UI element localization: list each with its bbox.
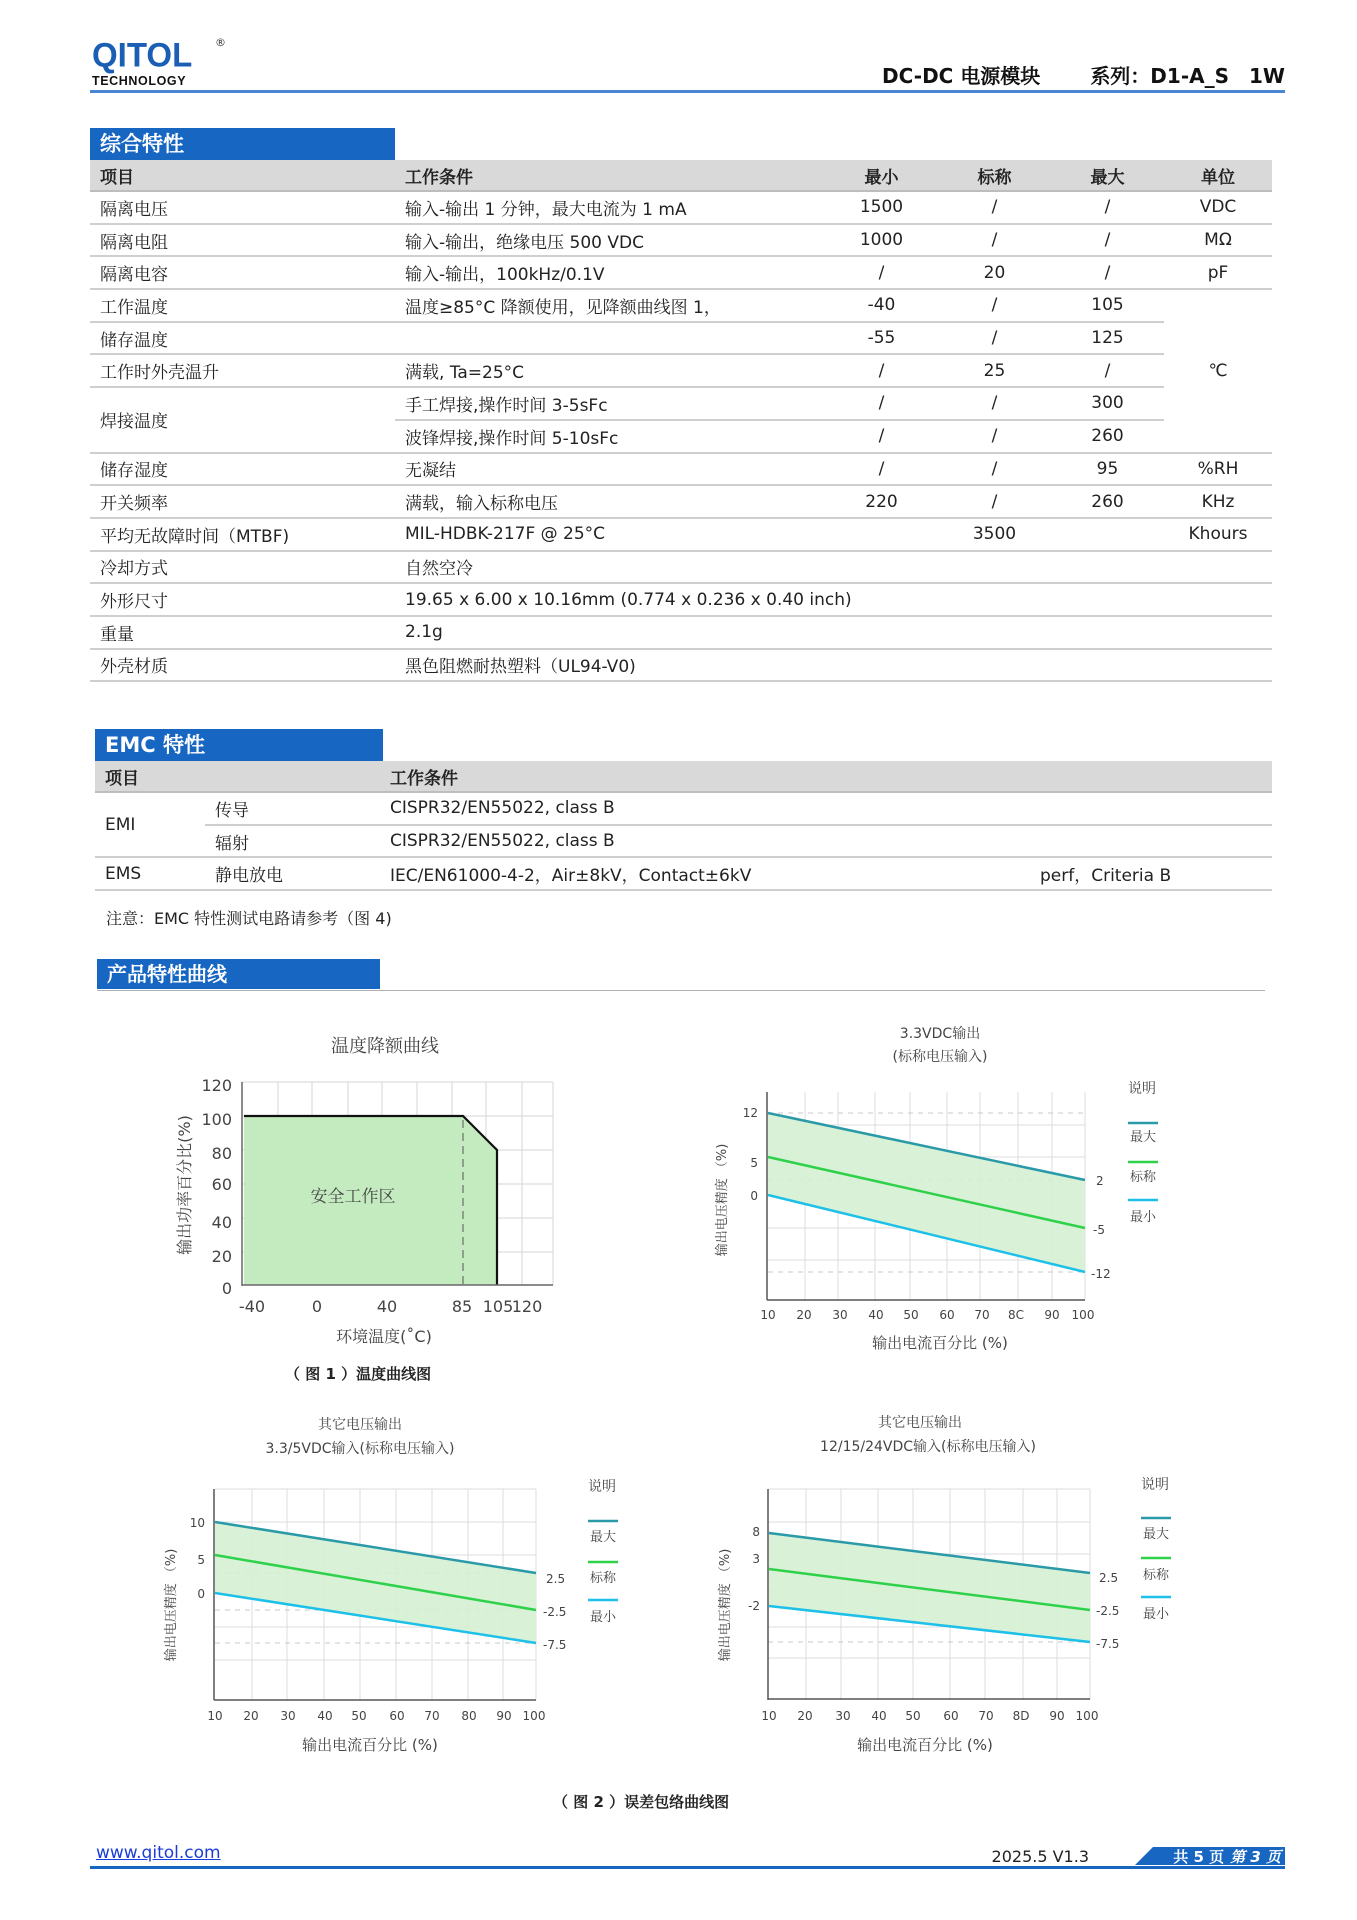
svg-text:10: 10 [761, 1709, 777, 1723]
table-row [90, 616, 1272, 649]
derating-chart [160, 1030, 580, 1360]
svg-text:70: 70 [424, 1709, 440, 1723]
cell-min: / [825, 387, 938, 420]
cell-item: 冷却方式 [90, 551, 395, 584]
cell-nom: / [938, 453, 1051, 486]
cell-nom: / [938, 485, 1051, 518]
y-axis-label: 输出电压精度 （%) [164, 1548, 179, 1662]
cell-max: 300 [1051, 387, 1164, 420]
svg-text:40: 40 [317, 1709, 333, 1723]
svg-text:120: 120 [511, 1297, 543, 1316]
page-footer [90, 1843, 1285, 1873]
cell-max: 260 [1051, 420, 1164, 453]
cell-condition: 波锋焊接,操作时间 5-10sFc [395, 420, 825, 453]
cell-item: 开关频率 [90, 485, 395, 518]
cell-nom: / [938, 387, 1051, 420]
svg-text:0: 0 [221, 1279, 232, 1298]
cell-condition: 2.1g [395, 616, 1272, 649]
svg-text:100: 100 [201, 1110, 232, 1129]
cell-max: 260 [1051, 485, 1164, 518]
cell-item: 静电放电 [205, 857, 380, 890]
table-row [90, 354, 1272, 387]
svg-text:8D: 8D [1012, 1709, 1030, 1723]
svg-text:标称: 标称 [1142, 1568, 1170, 1583]
table-row [90, 191, 1272, 224]
cell-nom: / [938, 289, 1051, 322]
cell-item: 储存湿度 [90, 453, 395, 486]
col-header-max: 最大 [1051, 160, 1164, 191]
cell-group: EMS [95, 857, 205, 890]
cell-max: / [1051, 191, 1164, 224]
cell-condition: 手工焊接,操作时间 3-5sFc [395, 387, 825, 420]
svg-text:最大: 最大 [1142, 1527, 1170, 1542]
cell-condition: 输入-输出，100kHz/0.1V [395, 256, 825, 289]
svg-text:40: 40 [871, 1709, 887, 1723]
cell-condition: 输入-输出，绝缘电压 500 VDC [395, 224, 825, 257]
table-row [90, 289, 1272, 322]
cell-condition: 温度≥85°C 降额使用，见降额曲线图 1， [395, 289, 825, 322]
registered-mark: ® [215, 36, 226, 49]
svg-text:20: 20 [211, 1247, 232, 1266]
cell-min: / [825, 453, 938, 486]
svg-text:0: 0 [311, 1297, 323, 1316]
chart-subtitle: 3.3/5VDC输入(标称电压输入) [265, 1441, 455, 1457]
chart-subtitle: 12/15/24VDC输入(标称电压输入) [820, 1439, 1036, 1455]
cell-unit: %RH [1164, 453, 1272, 486]
figure-1-caption: （ 图 1 ）温度曲线图 [285, 1365, 432, 1383]
cell-condition: CISPR32/EN55022, class B [380, 825, 1030, 858]
cell-condition [395, 322, 825, 355]
logo-subtitle: TECHNOLOGY [92, 74, 187, 88]
y-axis-label: 输出电压精度 （%) [718, 1548, 733, 1662]
table-row [90, 485, 1272, 518]
cell-unit: VDC [1164, 191, 1272, 224]
chart-legend [1128, 1081, 1158, 1225]
table-row [90, 387, 1272, 420]
x-axis-label: 输出电流百分比 (%) [872, 1334, 1008, 1352]
emc-note: 注意：EMC 特性测试电路请参考（图 4) [106, 909, 392, 928]
header-divider [90, 90, 1285, 93]
cell-min: / [825, 354, 938, 387]
safe-zone-label: 安全工作区 [310, 1187, 396, 1207]
col-header-min: 最小 [825, 160, 938, 191]
page-total: 共 5 页 [1173, 1848, 1225, 1866]
svg-text:40: 40 [868, 1308, 884, 1322]
svg-text:-2.5: -2.5 [1096, 1604, 1120, 1618]
x-axis-label: 环境温度(˚C) [336, 1327, 432, 1346]
col-header-item: 项目 [95, 761, 380, 792]
svg-text:60: 60 [943, 1709, 959, 1723]
document-title [882, 60, 1285, 89]
svg-text:90: 90 [1049, 1709, 1065, 1723]
cell-item: 隔离电容 [90, 256, 395, 289]
svg-text:标称: 标称 [589, 1571, 617, 1586]
cell-max: 95 [1051, 453, 1164, 486]
svg-text:-2.5: -2.5 [543, 1605, 567, 1619]
svg-text:-7.5: -7.5 [543, 1638, 567, 1652]
cell-item: 隔离电压 [90, 191, 395, 224]
svg-text:8C: 8C [1007, 1308, 1025, 1322]
table-row [90, 551, 1272, 584]
cell-condition: CISPR32/EN55022, class B [380, 792, 1030, 825]
cell-item: 工作时外壳温升 [90, 354, 395, 387]
svg-text:30: 30 [832, 1308, 848, 1322]
svg-text:50: 50 [903, 1308, 919, 1322]
table-header-row [90, 160, 1272, 191]
x-axis-label: 输出电流百分比 (%) [857, 1736, 993, 1754]
cell-nom: / [938, 420, 1051, 453]
svg-text:85: 85 [451, 1297, 473, 1316]
svg-text:40: 40 [376, 1297, 398, 1316]
cell-min: / [825, 256, 938, 289]
cell-condition: IEC/EN61000-4-2，Air±8kV，Contact±6kV [380, 857, 1030, 890]
svg-text:30: 30 [835, 1709, 851, 1723]
col-header-condition: 工作条件 [380, 761, 1272, 792]
table-row [95, 857, 1272, 890]
envelope-chart-3v3 [700, 1020, 1180, 1370]
cell-item: 重量 [90, 616, 395, 649]
footer-divider [90, 1866, 1285, 1869]
svg-text:10: 10 [189, 1516, 205, 1530]
svg-text:50: 50 [351, 1709, 367, 1723]
document-version: 2025.5 V1.3 [991, 1847, 1089, 1866]
cell-max: / [1051, 256, 1164, 289]
cell-condition: MIL-HDBK-217F @ 25°C [395, 518, 825, 551]
power-rating: 1W [1249, 64, 1285, 88]
table-row [95, 825, 1272, 858]
table-row [90, 453, 1272, 486]
col-header-condition: 工作条件 [395, 160, 825, 191]
table-row [90, 256, 1272, 289]
svg-text:20: 20 [243, 1709, 259, 1723]
cell-max: 125 [1051, 322, 1164, 355]
cell-nom: 25 [938, 354, 1051, 387]
cell-nom: / [938, 322, 1051, 355]
chart-title: 温度降额曲线 [331, 1036, 439, 1057]
svg-text:20: 20 [797, 1709, 813, 1723]
envelope-chart-3v3-5v-input [150, 1410, 630, 1770]
series-label: 系列：D1-A_S [1090, 64, 1230, 88]
svg-text:100: 100 [1071, 1308, 1095, 1322]
table-row [90, 322, 1272, 355]
cell-min: 220 [825, 485, 938, 518]
svg-text:100: 100 [522, 1709, 546, 1723]
cell-condition: 19.65 x 6.00 x 10.16mm (0.774 x 0.236 x 0.40 inch) [395, 583, 1272, 616]
svg-text:-2: -2 [748, 1599, 760, 1613]
section-title-emc: EMC 特性 [95, 729, 383, 761]
cell-condition: 无凝结 [395, 453, 825, 486]
chart-legend [588, 1479, 618, 1625]
cell-item: 隔离电阻 [90, 224, 395, 257]
product-type: DC-DC 电源模块 [882, 64, 1041, 88]
svg-text:70: 70 [978, 1709, 994, 1723]
page-current: 第 3 页 [1230, 1848, 1281, 1866]
col-header-item: 项目 [90, 160, 395, 191]
svg-text:8: 8 [752, 1525, 760, 1539]
figure-2-caption: （ 图 2 ）误差包络曲线图 [553, 1793, 730, 1811]
chart-title: 3.3VDC输出 [899, 1026, 981, 1042]
cell-min: -40 [825, 289, 938, 322]
cell-item: 外壳材质 [90, 649, 395, 682]
cell-unit: MΩ [1164, 224, 1272, 257]
cell-item: 储存温度 [90, 322, 395, 355]
company-logo [92, 35, 226, 88]
envelope-chart-12-15-24v-input [700, 1410, 1200, 1770]
cell-max: / [1051, 354, 1164, 387]
cell-perf: perf，Criteria B [1030, 857, 1272, 890]
chart-subtitle: (标称电压输入) [892, 1049, 988, 1065]
table-row [90, 649, 1272, 682]
section-divider [97, 990, 1265, 991]
cell-min: -55 [825, 322, 938, 355]
svg-text:30: 30 [280, 1709, 296, 1723]
svg-text:2: 2 [1096, 1174, 1104, 1188]
y-axis-label: 输出功率百分比(%) [175, 1115, 194, 1255]
svg-text:10: 10 [207, 1709, 223, 1723]
cell-condition: 输入-输出 1 分钟，最大电流为 1 mA [395, 191, 825, 224]
x-axis-label: 输出电流百分比 (%) [302, 1736, 438, 1754]
svg-text:10: 10 [760, 1308, 776, 1322]
svg-text:最大: 最大 [1129, 1130, 1157, 1145]
cell-item: 传导 [205, 792, 380, 825]
cell-nom: / [938, 224, 1051, 257]
cell-condition: 满载，输入标称电压 [395, 485, 825, 518]
svg-text:120: 120 [201, 1076, 232, 1095]
section-title-curves: 产品特性曲线 [97, 959, 380, 989]
cell-item-merged: 焊接温度 [90, 387, 395, 452]
svg-text:说明: 说明 [1141, 1477, 1169, 1493]
table-row [95, 792, 1272, 825]
svg-text:40: 40 [211, 1213, 232, 1232]
table-header-row [95, 761, 1272, 792]
svg-text:2.5: 2.5 [1099, 1571, 1119, 1585]
svg-text:12: 12 [742, 1106, 758, 1120]
svg-text:-7.5: -7.5 [1096, 1637, 1120, 1651]
svg-text:5: 5 [197, 1553, 205, 1567]
y-axis-label: 输出电压精度 （%) [715, 1143, 730, 1257]
svg-text:60: 60 [211, 1175, 232, 1194]
cell-unit-merged: ℃ [1164, 289, 1272, 452]
cell-max: / [1051, 224, 1164, 257]
svg-text:-12: -12 [1091, 1267, 1111, 1281]
cell-unit: Khours [1164, 518, 1272, 551]
svg-text:2.5: 2.5 [546, 1572, 566, 1586]
cell-min: 1500 [825, 191, 938, 224]
svg-text:-40: -40 [238, 1297, 266, 1316]
svg-text:20: 20 [796, 1308, 812, 1322]
general-spec-table [90, 160, 1272, 682]
page-indicator [1125, 1847, 1285, 1865]
cell-condition: 自然空冷 [395, 551, 1272, 584]
svg-text:100: 100 [1075, 1709, 1099, 1723]
col-header-nom: 标称 [938, 160, 1051, 191]
svg-text:80: 80 [211, 1144, 232, 1163]
cell-nom: 20 [938, 256, 1051, 289]
cell-perf [1030, 825, 1272, 858]
svg-text:70: 70 [974, 1308, 990, 1322]
svg-text:最小: 最小 [589, 1610, 617, 1625]
page-header [90, 35, 1285, 96]
section-title-general: 综合特性 [90, 128, 395, 160]
chart-legend [1141, 1477, 1171, 1622]
table-row [90, 583, 1272, 616]
cell-min: / [825, 420, 938, 453]
cell-item: 平均无故障时间（MTBF) [90, 518, 395, 551]
cell-item: 外形尺寸 [90, 583, 395, 616]
chart-title: 其它电压输出 [878, 1415, 962, 1431]
col-header-unit: 单位 [1164, 160, 1272, 191]
cell-condition: 满载, Ta=25°C [395, 354, 825, 387]
table-row [90, 224, 1272, 257]
svg-text:0: 0 [750, 1189, 758, 1203]
cell-group: EMI [95, 792, 205, 857]
svg-text:3: 3 [752, 1552, 760, 1566]
cell-nom: / [938, 191, 1051, 224]
svg-text:标称: 标称 [1129, 1170, 1157, 1185]
cell-unit: KHz [1164, 485, 1272, 518]
svg-text:60: 60 [939, 1308, 955, 1322]
svg-text:60: 60 [389, 1709, 405, 1723]
svg-text:最小: 最小 [1142, 1607, 1170, 1622]
chart-title: 其它电压输出 [318, 1417, 402, 1433]
svg-text:90: 90 [1044, 1308, 1060, 1322]
emc-table [95, 761, 1272, 891]
svg-text:5: 5 [750, 1156, 758, 1170]
svg-text:最小: 最小 [1129, 1210, 1157, 1225]
cell-item: 辐射 [205, 825, 380, 858]
svg-text:最大: 最大 [589, 1530, 617, 1545]
svg-text:说明: 说明 [1128, 1081, 1156, 1097]
website-link[interactable]: www.qitol.com [96, 1843, 221, 1863]
svg-text:90: 90 [496, 1709, 512, 1723]
svg-text:105: 105 [482, 1297, 514, 1316]
cell-condition: 黑色阻燃耐热塑料（UL94-V0) [395, 649, 1272, 682]
table-row [90, 518, 1272, 551]
svg-text:50: 50 [905, 1709, 921, 1723]
cell-min: 1000 [825, 224, 938, 257]
svg-text:-5: -5 [1093, 1223, 1105, 1237]
cell-nom: 3500 [825, 518, 1164, 551]
svg-text:80: 80 [461, 1709, 477, 1723]
cell-perf [1030, 792, 1272, 825]
cell-item: 工作温度 [90, 289, 395, 322]
cell-unit: pF [1164, 256, 1272, 289]
logo-wordmark: QITOL [92, 35, 193, 74]
cell-max: 105 [1051, 289, 1164, 322]
svg-text:说明: 说明 [588, 1479, 616, 1495]
svg-text:0: 0 [197, 1587, 205, 1601]
